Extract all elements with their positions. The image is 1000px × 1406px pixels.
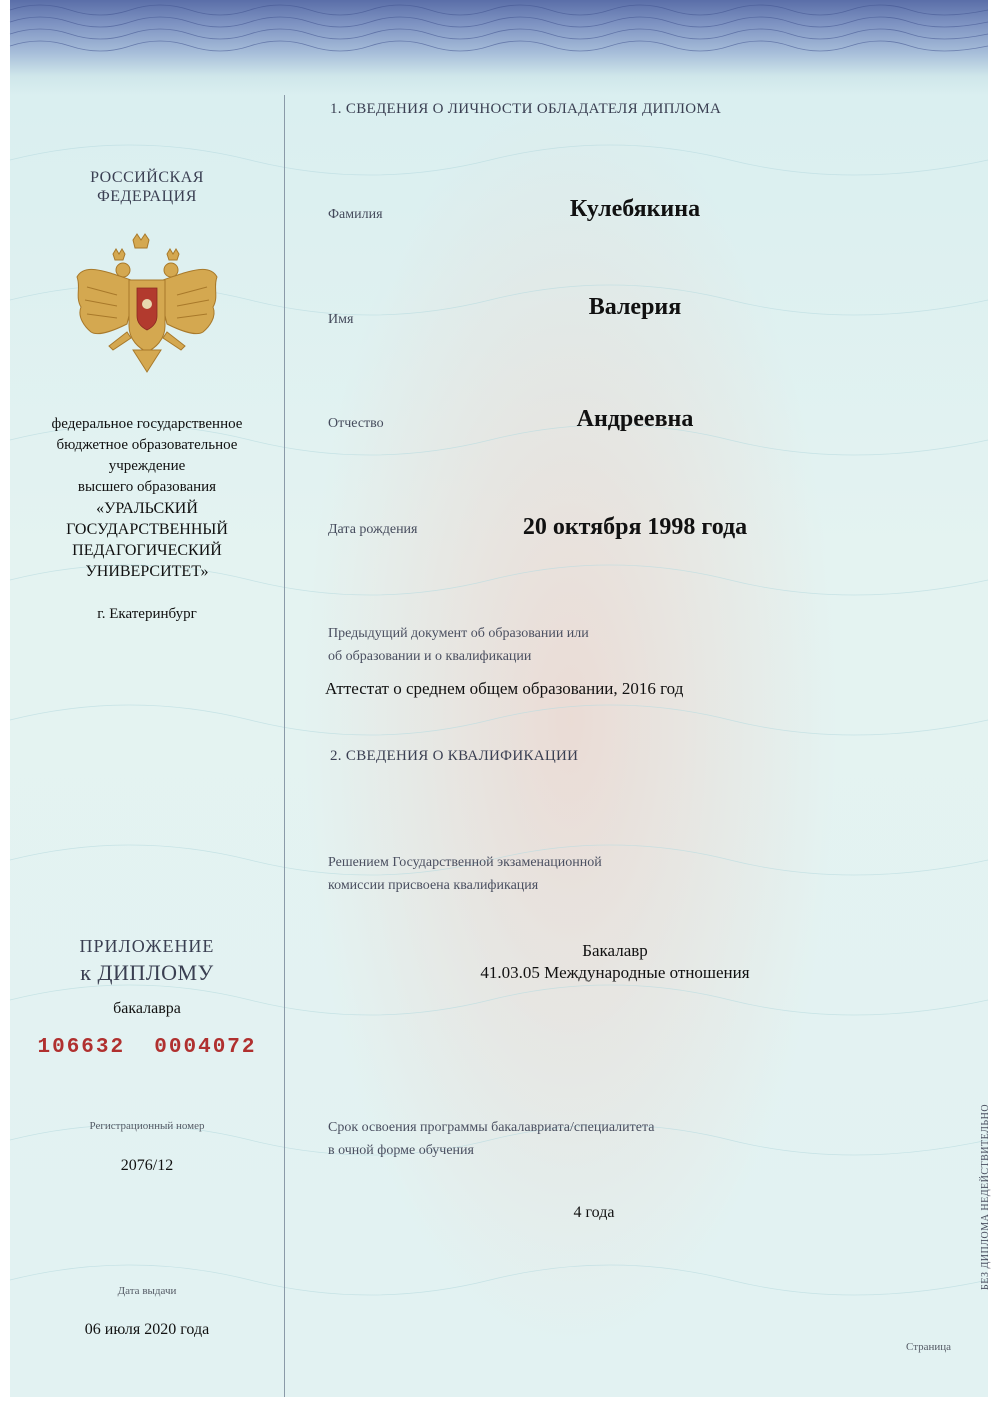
- surname-label: Фамилия: [328, 207, 383, 222]
- appendix-title: ПРИЛОЖЕНИЕ: [79, 936, 215, 956]
- top-security-band: [10, 0, 988, 95]
- patronymic-value: Андреевна: [576, 406, 694, 432]
- birth-date-label: Дата рождения: [328, 522, 418, 537]
- institution-line: ГОСУДАРСТВЕННЫЙ: [66, 521, 228, 538]
- surname-value: Кулебякина: [569, 196, 701, 222]
- column-divider: [284, 95, 285, 1397]
- appendix-subtitle: к ДИПЛОМУ: [80, 960, 214, 985]
- institution-line: высшего образования: [77, 479, 217, 495]
- previous-document-label: [328, 622, 589, 668]
- coat-of-arms-emblem: [67, 232, 227, 382]
- study-term-value: 4 года: [573, 1204, 615, 1221]
- degree-level: бакалавра: [113, 1000, 181, 1017]
- study-term-label-line: Срок освоения программы бакалавриата/специалитета: [328, 1120, 655, 1135]
- institution-line: федеральное государственное: [51, 416, 243, 432]
- previous-document-label-line: об образовании и о квалификации: [328, 649, 532, 664]
- patronymic-label: Отчество: [328, 416, 384, 431]
- institution-line: ПЕДАГОГИЧЕСКИЙ: [72, 542, 222, 559]
- registration-label: Регистрационный номер: [89, 1120, 205, 1132]
- qualification-decision-label-line: комиссии присвоена квалификация: [328, 878, 539, 893]
- issue-date: 06 июля 2020 года: [84, 1321, 210, 1338]
- issue-date-label: Дата выдачи: [117, 1285, 177, 1297]
- institution-block: [10, 414, 284, 582]
- page-label: Страница: [906, 1341, 952, 1353]
- city: г. Екатеринбург: [97, 606, 197, 622]
- registration-number: 2076/12: [120, 1157, 174, 1174]
- country-line-1: РОССИЙСКАЯ: [90, 169, 204, 186]
- name-value: Валерия: [588, 294, 682, 320]
- institution-line: бюджетное образовательное: [56, 437, 238, 453]
- serial-number: 106632 0004072: [37, 1036, 257, 1059]
- institution-line: учреждение: [108, 458, 186, 474]
- specialty-value: 41.03.05 Международные отношения: [480, 963, 750, 982]
- country-name: [10, 168, 284, 206]
- previous-document-value: Аттестат о среднем общем образовании, 2016 год: [325, 679, 684, 698]
- validity-note-vertical: БЕЗ ДИПЛОМА НЕДЕЙСТВИТЕЛЬНО: [980, 1103, 991, 1290]
- qualification-value: Бакалавр: [582, 941, 648, 960]
- section-2-title: 2. СВЕДЕНИЯ О КВАЛИФИКАЦИИ: [330, 748, 579, 764]
- previous-document-label-line: Предыдущий документ об образовании или: [328, 626, 589, 641]
- qualification-decision-label-line: Решением Государственной экзаменационной: [328, 855, 602, 870]
- study-term-label: [328, 1116, 654, 1162]
- institution-line: УНИВЕРСИТЕТ»: [85, 563, 209, 580]
- section-1-title: 1. СВЕДЕНИЯ О ЛИЧНОСТИ ОБЛАДАТЕЛЯ ДИПЛОМА: [330, 101, 722, 117]
- country-line-2: ФЕДЕРАЦИЯ: [97, 188, 197, 205]
- institution-line: «УРАЛЬСКИЙ: [96, 500, 198, 517]
- qualification-decision-label: [328, 851, 602, 897]
- name-label: Имя: [328, 312, 354, 327]
- birth-date-value: 20 октября 1998 года: [522, 514, 748, 540]
- diploma-appendix-page: [10, 0, 991, 1397]
- study-term-label-line: в очной форме обучения: [328, 1143, 474, 1158]
